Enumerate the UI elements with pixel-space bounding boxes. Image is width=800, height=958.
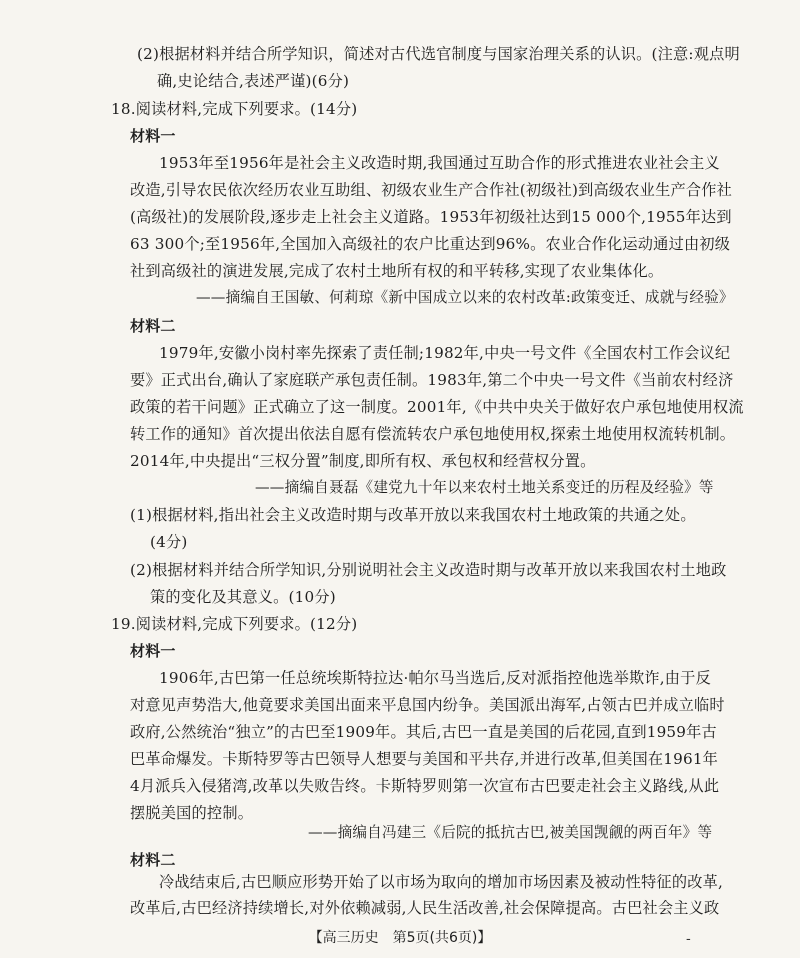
q19-m1-line: 对意见声势浩大,他竟要求美国出面来平息国内纷争。美国派出海军,占领古巴并成立临时: [130, 696, 725, 714]
q19-m2-line: 改革后,古巴经济持续增长,对外依赖减弱,人民生活改善,社会保障提高。古巴社会主义政: [130, 899, 720, 917]
q19-m1-line: 1906年,古巴第一任总统埃斯特拉达·帕尔马当选后,反对派指控他选举欺诈,由于反: [159, 669, 711, 687]
q19-m1-line: 摆脱美国的控制。: [130, 804, 254, 822]
corner-mark: -: [686, 931, 691, 947]
q18-title: 18.阅读材料,完成下列要求。(14分): [111, 100, 358, 118]
q18-material1-label: 材料一: [130, 127, 176, 145]
q18-m1-source: ——摘编自王国敏、何莉琼《新中国成立以来的农村改革:政策变迁、成就与经验》: [196, 289, 734, 306]
q18-m1-line: 改造,引导农民依次经历农业互助组、初级农业生产合作社(初级社)到高级农业生产合作社: [130, 181, 733, 199]
footer-page-number: 第5页(共6页)】: [392, 930, 492, 946]
q19-m1-line: 政府,公然统治“独立”的古巴至1909年。其后,古巴一直是美国的后花园,直到1959年古: [130, 723, 717, 741]
footer-subject: 【高三历史: [308, 930, 379, 946]
q18-m2-line: 要》正式出台,确认了家庭联产承包责任制。1983年,第二个中央一号文件《当前农村经济: [130, 371, 734, 389]
q18-m1-line: 63 300个;至1956年,全国加入高级社的农户比重达到96%。农业合作化运动通过由初级: [130, 235, 731, 253]
page-footer: [0, 929, 800, 947]
q18-m1-line: 社到高级社的演进发展,完成了农村土地所有权的和平转移,实现了农业集体化。: [130, 262, 664, 280]
q18-part1-line1: (1)根据材料,指出社会主义改造时期与改革开放以来我国农村土地政策的共通之处。: [130, 506, 696, 524]
q18-m2-source: ——摘编自聂磊《建党九十年以来农村土地关系变迁的历程及经验》等: [255, 479, 714, 496]
q19-m2-line: 冷战结束后,古巴顺应形势开始了以市场为取向的增加市场因素及被动性特征的改革,: [159, 873, 724, 891]
q19-material2-label: 材料二: [130, 851, 176, 869]
q18-m1-line: 1953年至1956年是社会主义改造时期,我国通过互助合作的形式推进农业社会主义: [159, 154, 720, 172]
q18-material2-label: 材料二: [130, 317, 176, 335]
q19-m1-line: 巴革命爆发。卡斯特罗等古巴领导人想要与美国和平共存,并进行改革,但美国在1961年: [130, 750, 719, 768]
q18-part2-line2: 策的变化及其意义。(10分): [150, 588, 336, 606]
q19-m1-line: 4月派兵入侵猪湾,改革以失败告终。卡斯特罗则第一次宣布古巴要走社会主义路线,从此: [130, 777, 720, 795]
q17-part2-line1: (2)根据材料并结合所学知识，简述对古代选官制度与国家治理关系的认识。(注意:观点明: [137, 45, 740, 63]
q18-m2-line: 转工作的通知》首次提出依法自愿有偿流转农户承包地使用权,探索土地使用权流转机制。: [130, 425, 736, 443]
q18-part1-line2: (4分): [150, 533, 188, 551]
q19-m1-source: ——摘编自冯建三《后院的抵抗古巴,被美国觊觎的两百年》等: [308, 824, 713, 841]
q17-part2-line2: 确,史论结合,表述严谨)(6分): [157, 72, 350, 90]
q19-title: 19.阅读材料,完成下列要求。(12分): [111, 615, 358, 633]
q18-m1-line: (高级社)的发展阶段,逐步走上社会主义道路。1953年初级社达到15 000个,1955年达到: [130, 208, 732, 226]
q18-m2-line: 1979年,安徽小岗村率先探索了责任制;1982年,中央一号文件《全国农村工作会议纪: [159, 344, 731, 362]
q18-m2-line: 2014年,中央提出“三权分置”制度,即所有权、承包权和经营权分置。: [130, 452, 596, 470]
q18-part2-line1: (2)根据材料并结合所学知识,分别说明社会主义改造时期与改革开放以来我国农村土地政: [130, 561, 727, 579]
q19-material1-label: 材料一: [130, 642, 176, 660]
q18-m2-line: 政策的若干问题》正式确立了这一制度。2001年,《中共中央关于做好农户承包地使用权流: [130, 398, 744, 416]
